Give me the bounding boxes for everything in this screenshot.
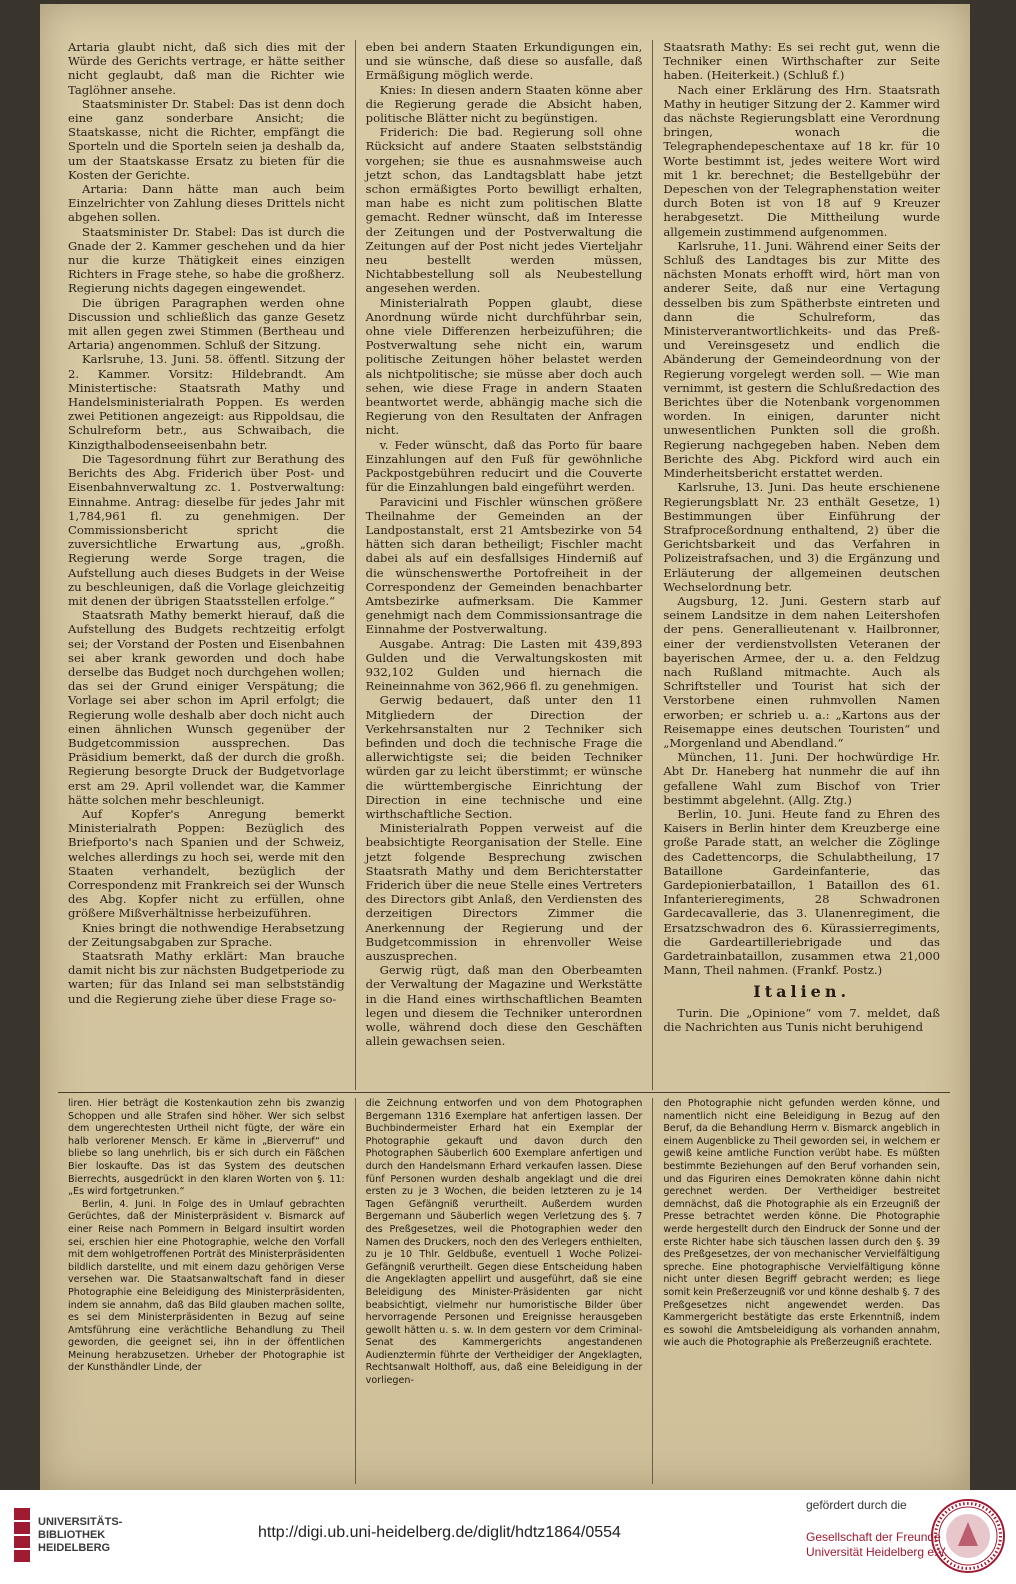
- article-paragraph: Paravicini und Fischler wünschen größere Theilnahme der Gemeinden an der Landpostanstalt, erst 21 Amtsbezirke von 54 hätten sich daran betheiligt; Fischler macht dabei als auf ein desfallsiges Hinderniß auf die wünschenswerthe Portofreiheit in der Correspondenz der Gemeinden benachbarter Amtsbezirke aufmerksam. Die Kammer genehmigt nach dem Commissionsantrage die Einnahme der Postverwaltung.: [365, 494, 643, 637]
- feuilleton-divider: [58, 1092, 950, 1093]
- article-paragraph: Gerwig bedauert, daß unter den 11 Mitgliedern der Direction der Verkehrsanstalten nur 2 Techniker sich befinden und doch die technische Frage die allerwichtigste sei; die beiden Techniker würden gar zu leicht überstimmt; er wünsche die württembergische Einrichtung der Direction in eine technische und eine wirthschaftliche Section.: [365, 693, 643, 821]
- article-paragraph: den Photographie nicht gefunden werden könne, und namentlich nicht eine Beleidigung in Bezug auf den Beruf, da die Behandlung Herrn v. Bismarck angeblich in einem Augenblicke zu Theil geworden sei, in welchem er gewiß keine amtliche Function verübt habe. Es müßten bestimmte Beziehungen auf den Beruf vorhanden sein, und das Figuriren eines Demokraten könne dahin nicht gerechnet werden. Der Vertheidiger bestreitet demnächst, daß die Photographie als ein Erzeugniß der Presse betrachtet werden könne. Die Photographie werde hergestellt durch den Eindruck der Sonne und der erste Richter habe sich täuschen lassen durch den §. 39 des Preßgesetzes, der von mechanischer Vervielfältigung spreche. Eine photographische Vervielfältigung könne nicht unter diesen Begriff gebracht werden; es liege somit kein Preßerzeugniß vor und könne deshalb §. 7 des Preßgesetzes nicht angewendet werden. Das Kammergericht bestätigte das erste Erkenntniß, indem es sowohl die Amtsbeleidigung als vorhanden annahm, wie auch die Photographie als Preßerzeugniß erachtete.: [663, 1098, 941, 1349]
- article-paragraph: die Zeichnung entworfen und von dem Photographen Bergemann 1316 Exemplare hat anfertigen lassen. Der Buchbindermeister Erhard hat ein Exemplar der Photographie gekauft und davon durch den Photographen Säuberlich 600 Exemplare anfertigen und durch den Handelsmann Erhard verkaufen lassen. Diese fünf Personen wurden deshalb angeklagt und die drei ersten zu je 3 Wochen, die beiden letzteren zu je 14 Tagen Gefängniß verurtheilt. Außerdem wurden Bergemann und Säuberlich wegen Verletzung des §. 7 des Preßgesetzes, weil die Photographien weder den Namen des Druckers, noch den des Verlegers enthielten, zu je 10 Thlr. Geldbuße, eventuell 1 Woche Polizei-Gefängniß verurtheilt. Gegen diese Entscheidung haben die Angeklagten appellirt und ausgeführt, daß sie eine Beleidigung des Minister-Präsidenten gar nicht beabsichtigt, vielmehr nur humoristische Bilder über hervorragende Personen und Ereignisse herausgeben gewollt hätten u. s. w. In dem gestern vor dem Criminal-Senat des Kammergerichts angestandenen Audienztermin führte der Vertheidiger der Angeklagten, Rechtsanwalt Holthoff, aus, daß eine Beleidigung in der vorliegen-: [365, 1098, 643, 1387]
- article-paragraph: Ministerialrath Poppen verweist auf die beabsichtigte Reorganisation der Stelle. Eine jetzt folgende Besprechung zwischen Staatsrath Mathy und dem Berichterstatter Friderich über die neue Stelle eines Vertreters des Directors gibt Anlaß, den Verdiensten des derzeitigen Directors Zimmer die Anerkennung der Regierung und der Budgetcommission in ehrenvoller Weise auszusprechen.: [365, 821, 643, 963]
- article-paragraph: München, 11. Juni. Der hochwürdige Hr. Abt Dr. Haneberg hat nunmehr die auf ihn gefallene Wahl zum Bischof von Trier bestimmt abgelehnt. (Allg. Ztg.): [663, 750, 941, 807]
- top-columns: [58, 40, 950, 1090]
- sponsor-name-line: Gesellschaft der Freunde: [806, 1530, 941, 1544]
- article-paragraph: Karlsruhe, 11. Juni. Während einer Seits der Schluß des Landtages bis zur Mitte des nächsten Monats erhofft wird, hört man von anderer Seite, daß nur eine Vertagung desselben bis zum Spätherbste eintreten und dann die Schulreform, das Ministerverantwortlichkeits- und das Preß- und Vereinsgesetz und endlich die Abänderung der Gemeindeordnung von der Regierung vorgelegt werden soll. — Wie man vernimmt, ist gestern die Schlußredaction des Berichtes über die Notenbank vorgenommen worden. In einigen, darunter nicht unwesentlichen Punkten soll die großh. Regierung nachgegeben haben. Neben dem Berichte des Abg. Pickford wird auch ein Minderheitsbericht erstattet werden.: [663, 238, 941, 481]
- viewer-footer: [0, 1490, 1016, 1584]
- article-paragraph: Ausgabe. Antrag: Die Lasten mit 439,893 Gulden und die Verwaltungskosten mit 932,102 Gulden und hiernach die Reineinnahme von 362,966 fl. zu genehmigen.: [365, 636, 643, 694]
- article-paragraph: Berlin, 10. Juni. Heute fand zu Ehren des Kaisers in Berlin hinter dem Kreuzberge eine große Parade statt, an welcher die Zöglinge des Cadettencorps, die Schulabtheilung, 17 Bataillone Gardeinfanterie, das Gardepionierbataillon, 1 Bataillon des 61. Infanterieregiments, 28 Schwadronen Gardecavallerie, das 3. Ulanenregiment, die Ersatzschwadron des 6. Kürassierregiments, die Gardeartilleriebrigade und das Gardetrainbataillon, zusammen etwa 21,000 Mann, Theil nahmen. (Frankf. Postz.): [663, 806, 941, 978]
- sponsor-block[interactable]: [806, 1498, 948, 1560]
- article-paragraph: Augsburg, 12. Juni. Gestern starb auf seinem Landsitze in dem nahen Leitershofen der pens. Generallieutenant v. Hailbronner, einer der verdienstvollsten Veteranen der bayerischen Armee, der u. a. den Feldzug nach Rußland mitmachte. Auch als Schriftsteller und Tourist hat sich der Verstorbene einen ruhmvollen Namen erworben; er schrieb u. a.: „Kartons aus der Reisemappe eines deutschen Touristen“ und „Morgenland und Abendland.“: [663, 593, 941, 750]
- library-logo[interactable]: [14, 1508, 122, 1562]
- article-paragraph: Staatsminister Dr. Stabel: Das ist durch die Gnade der 2. Kammer geschehen und da hier nur die kurze Thätigkeit eines einzigen Richters in Frage stehe, so habe die großherz. Regierung nichts dagegen eingewendet.: [68, 224, 345, 296]
- top-column-2: [355, 40, 653, 1090]
- bottom-column-2: [355, 1098, 653, 1484]
- top-column-3: [652, 40, 950, 1090]
- article-paragraph: Friderich: Die bad. Regierung soll ohne Rücksicht auf andere Staaten selbstständig vorgehen; sie thue es ausnahmsweise auch jetzt schon, das Landtagsblatt habe jetzt schon ermäßigtes Porto bewilligt erhalten, man habe es nicht zum politischen Blatte gemacht. Redner wünscht, daß im Interesse der Zeitungen und der Postverwaltung die Zeitungen auf der Post nicht jedes Vierteljahr neu bestellt werden müssen, Nichtabbestellung soll als Neubestellung angesehen werden.: [365, 125, 643, 296]
- sponsor-name: [806, 1530, 948, 1560]
- article-paragraph: Nach einer Erklärung des Hrn. Staatsrath Mathy in heutiger Sitzung der 2. Kammer wird das nächste Regierungsblatt eine Verordnung bringen, wonach die Telegraphendepeschentaxe auf 18 kr. für 10 Worte bestimmt ist, jedes weitere Wort wird mit 1 kr. berechnet; die Bestellgebühr der Depeschen von der Telegraphenstation weiter durch Boten ist von 18 auf 9 Kreuzer herabgesetzt. Die Mittheilung wurde allgemein zustimmend aufgenommen.: [663, 82, 941, 239]
- top-column-3-articles: [663, 40, 940, 977]
- article-paragraph: Knies bringt die nothwendige Herabsetzung der Zeitungsabgaben zur Sprache.: [68, 920, 345, 949]
- article-paragraph: Staatsrath Mathy: Es sei recht gut, wenn die Techniker einen Wirthschafter zur Seite haben. (Heiterkeit.) (Schluß f.): [663, 40, 941, 83]
- article-paragraph: Die Tagesordnung führt zur Berathung des Berichts des Abg. Friderich über Post- und Eisenbahnverwaltung zc. 1. Postverwaltung: Einnahme. Antrag: dieselbe für jedes Jahr mit 1,784,961 fl. zu genehmigen. Der Commissionsbericht spricht die zuversichtliche Erwartung aus, „großh. Regierung werde Sorge tragen, die Aufstellung auch dieses Budgets in der Weise zu beschleunigen, daß die Vorlage gleichzeitig mit denen der übrigen Staatsstellen erfolge.“: [68, 451, 345, 608]
- article-paragraph: Staatsrath Mathy bemerkt hierauf, daß die Aufstellung des Budgets rechtzeitig erfolgt sei; der Vorstand der Posten und Eisenbahnen sei aber krank geworden und doch habe derselbe das Budget noch durchgehen wollen; das sei der Grund einiger Verspätung; die Vorlage sei aber schon im April erfolgt; die Regierung wolle deshalb aber doch nicht auch einen ähnlichen Wunsch gegenüber der Budgetcommission aussprechen. Das Präsidium bemerkt, daß der durch die großh. Regierung besorgte Druck der Budgetvorlage erst am 29. April vollendet war, die Kammer hätte solchen mehr beschleunigt.: [68, 608, 345, 807]
- article-paragraph: Berlin, 4. Juni. In Folge des in Umlauf gebrachten Gerüchtes, daß der Ministerpräsident v. Bismarck auf einer Reise nach Pommern in Belgard insultirt worden sei, erschien hier eine Photographie, welche den Vorfall mit dem wohlgetroffenen Porträt des Ministerpräsidenten bildlich darstellte, und mit einem dazu gehörigen Verse versehen war. Die Staatsanwaltschaft fand in dieser Photographie eine Beleidigung des Ministerpräsidenten, indem sie annahm, daß das Bild glauben machen sollte, es sei dem Ministerpräsidenten in Bezug auf seine Amtsführung eine verächtliche Behandlung zu Theil geworden, die geeignet sei, ihn in der öffentlichen Meinung herabzusetzen. Urheber der Photographie ist der Kunsthändler Linde, der: [68, 1198, 345, 1374]
- sponsor-name-line: Universität Heidelberg e.V.: [806, 1545, 948, 1559]
- article-paragraph: Staatsrath Mathy erklärt: Man brauche damit nicht bis zur nächsten Budgetperiode zu warten; für das Inland sei man selbstständig und die Regierung ziehe über diese Frage so-: [68, 949, 345, 1006]
- library-name: [38, 1516, 122, 1555]
- article-paragraph: eben bei andern Staaten Erkundigungen ein, und sie wünsche, daß diese so ausfalle, daß Ermäßigung möglich werde.: [365, 40, 643, 83]
- article-paragraph: Karlsruhe, 13. Juni. Das heute erschienene Regierungsblatt Nr. 23 enthält Gesetze, 1) Bestimmungen über Einführung der Strafproceßordnung enthaltend, 2) über die Gerichtsbarkeit und das Verfahren in Polizeistrafsachen, und 3) die Ergänzung und Erläuterung der allgemeinen deutschen Wechselordnung betr.: [663, 480, 941, 594]
- section-heading-italien: Italien.: [753, 982, 851, 1002]
- bottom-columns: [58, 1098, 950, 1484]
- library-name-line: BIBLIOTHEK: [38, 1528, 106, 1541]
- article-paragraph: Die übrigen Paragraphen werden ohne Discussion und schließlich das ganze Gesetz mit allen gegen zwei Stimmen (Bertheau und Artaria) angenommen. Schluß der Sitzung.: [68, 295, 345, 353]
- bottom-column-3: [652, 1098, 950, 1484]
- sponsor-label: gefördert durch die: [806, 1498, 907, 1512]
- article-paragraph: Turin. Die „Opinione“ vom 7. meldet, daß die Nachrichten aus Tunis nicht beruhigend: [663, 1005, 941, 1034]
- article-paragraph: Auf Kopfer's Anregung bemerkt Ministerialrath Poppen: Bezüglich des Briefporto's nach Spanien und der Schweiz, welches allerdings zu hoch sei, werde mit den Staaten verhandelt, bezüglich der Correspondenz mit Frankreich sei der Wunsch des Abg. Kopfer nicht zu erfüllen, ohne größere Mißverhältnisse herbeizuführen.: [68, 806, 345, 921]
- library-name-line: HEIDELBERG: [38, 1541, 111, 1554]
- article-paragraph: Artaria: Dann hätte man auch beim Einzelrichter von Zahlung dieses Drittels nicht abgehen sollen.: [68, 182, 345, 225]
- top-column-1: [58, 40, 355, 1090]
- bottom-column-1: [58, 1098, 355, 1484]
- article-paragraph: Gerwig rügt, daß man den Oberbeamten der Verwaltung der Magazine und Werkstätte in die Hand eines wirthschaftlichen Beamten legen und diesem die Techniker unterordnen wolle, während doch diese den Geschäften allein gewachsen seien.: [365, 963, 643, 1049]
- newspaper-page-scan: [40, 4, 970, 1490]
- library-name-line: UNIVERSITÄTS-: [38, 1515, 123, 1528]
- permalink-url[interactable]: http://digi.ub.uni-heidelberg.de/diglit/hdtz1864/0554: [258, 1524, 621, 1541]
- article-paragraph: Knies: In diesen andern Staaten könne aber die Regierung gerade die Absicht haben, politische Blätter nicht zu begünstigen.: [365, 82, 643, 126]
- article-paragraph: Artaria glaubt nicht, daß sich dies mit der Würde des Gerichts vertrage, er hätte seither nicht geglaubt, daß man die Richter wie Taglöhner ansehe.: [68, 40, 345, 97]
- article-paragraph: liren. Hier beträgt die Kostenkaution zehn bis zwanzig Schoppen und alle Strafen sind höher. Wer sich selbst dem ungerechtesten Urtheil nicht fügte, der wäre ein halb verlorener Mensch. Er käme in „Bierverruf“ und bliebe so lang unehrlich, bis er sich durch ein Fäßchen Bier loskaufte. Das ist das System des deutschen Bierrechts, ausgedrückt in den klaren Worten von §. 11: „Es wird fortgetrunken.“: [68, 1098, 345, 1198]
- article-paragraph: Karlsruhe, 13. Juni. 58. öffentl. Sitzung der 2. Kammer. Vorsitz: Hildebrandt. Am Ministertische: Staatsrath Mathy und Handelsministerialrath Poppen. Es werden zwei Petitionen angezeigt: aus Rippoldsau, die Schulreform betr., aus Schwaibach, die Kinzigthalbodenseeisenbahn betr.: [68, 352, 345, 452]
- article-paragraph: v. Feder wünscht, daß das Porto für baare Einzahlungen auf den Fuß für gewöhnliche Packpostgebühren reducirt und die Couverte für die Einzahlungen bald eingeführt werden.: [365, 437, 643, 495]
- library-logo-icon: [14, 1508, 30, 1562]
- university-seal-icon: [930, 1498, 1006, 1574]
- article-paragraph: Ministerialrath Poppen glaubt, diese Anordnung würde nicht durchführbar sein, ohne viele Differenzen herbeizuführen; die Postverwaltung sehe nicht ein, warum politische Zeitungen höher belastet werden als nichtpolitische; sie müsse aber doch auch sehen, wie diese Frage in andern Staaten beantwortet werde, abhängig mache sich die Regierung von den Resultaten der Anfragen nicht.: [365, 295, 643, 438]
- article-paragraph: Staatsminister Dr. Stabel: Das ist denn doch eine ganz sonderbare Ansicht; die Staatskasse, nicht die Richter, empfängt die Sporteln und die Sporteln seien ja deshalb da, um der Staatskasse Ersatz zu bieten für die Kosten der Gerichte.: [68, 96, 345, 182]
